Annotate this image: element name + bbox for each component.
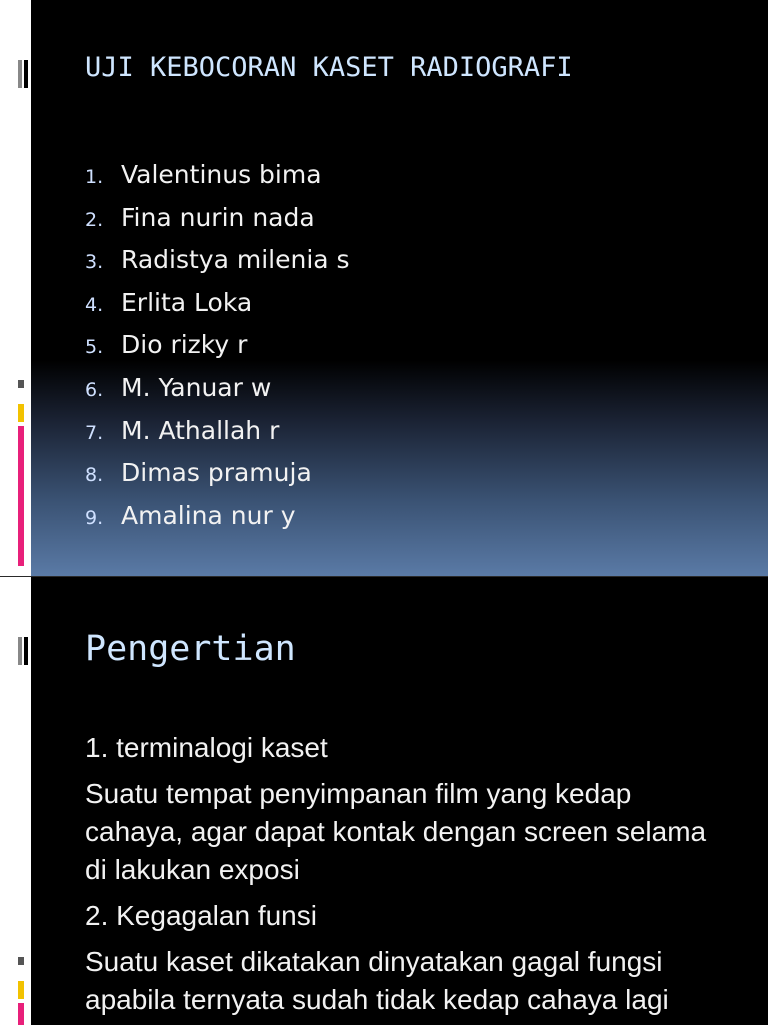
list-item: 6. M. Yanuar w xyxy=(85,372,272,402)
accent-mark-dark xyxy=(18,380,24,388)
slide-left-bar xyxy=(0,577,31,1025)
accent-mark-gray xyxy=(18,637,22,665)
accent-marks xyxy=(18,577,32,1025)
body-paragraph: 1. terminalogi kaset xyxy=(85,732,328,763)
accent-mark-pink xyxy=(18,426,24,566)
accent-mark-pink xyxy=(18,1003,24,1025)
list-item: 4. Erlita Loka xyxy=(85,287,253,317)
list-item: 3. Radistya milenia s xyxy=(85,245,350,275)
list-item: 8. Dimas pramuja xyxy=(85,458,312,488)
body-paragraph: Suatu tempat penyimpanan film yang kedap cahaya, agar dapat kontak dengan screen selama di lakukan exposi xyxy=(85,778,707,885)
accent-mark-black xyxy=(24,637,28,665)
slide-2 xyxy=(0,576,768,1025)
slide-title: UJI KEBOCORAN KASET RADIOGRAFI xyxy=(85,52,573,83)
accent-mark-yellow xyxy=(18,981,24,999)
list-item: 9. Amalina nur y xyxy=(85,500,296,530)
accent-mark-dark xyxy=(18,957,24,965)
accent-mark-gray xyxy=(18,60,22,88)
list-item: 5. Dio rizky r xyxy=(85,330,248,360)
list-item: 1. Valentinus bima xyxy=(85,160,322,189)
accent-marks xyxy=(18,0,32,576)
member-list xyxy=(85,154,350,537)
accent-mark-black xyxy=(24,60,28,88)
list-item: 7. M. Athallah r xyxy=(85,415,280,445)
list-item: 2. Fina nurin nada xyxy=(85,202,315,232)
slide-title: Pengertian xyxy=(85,629,296,669)
accent-mark-yellow xyxy=(18,404,24,422)
slide-left-bar xyxy=(0,0,31,576)
body-paragraph: Suatu kaset dikatakan dinyatakan gagal fungsi apabila ternyata sudah tidak kedap cahaya lagi xyxy=(85,946,669,1015)
body-paragraph: 2. Kegagalan funsi xyxy=(85,900,317,931)
slide-body xyxy=(85,729,735,1025)
